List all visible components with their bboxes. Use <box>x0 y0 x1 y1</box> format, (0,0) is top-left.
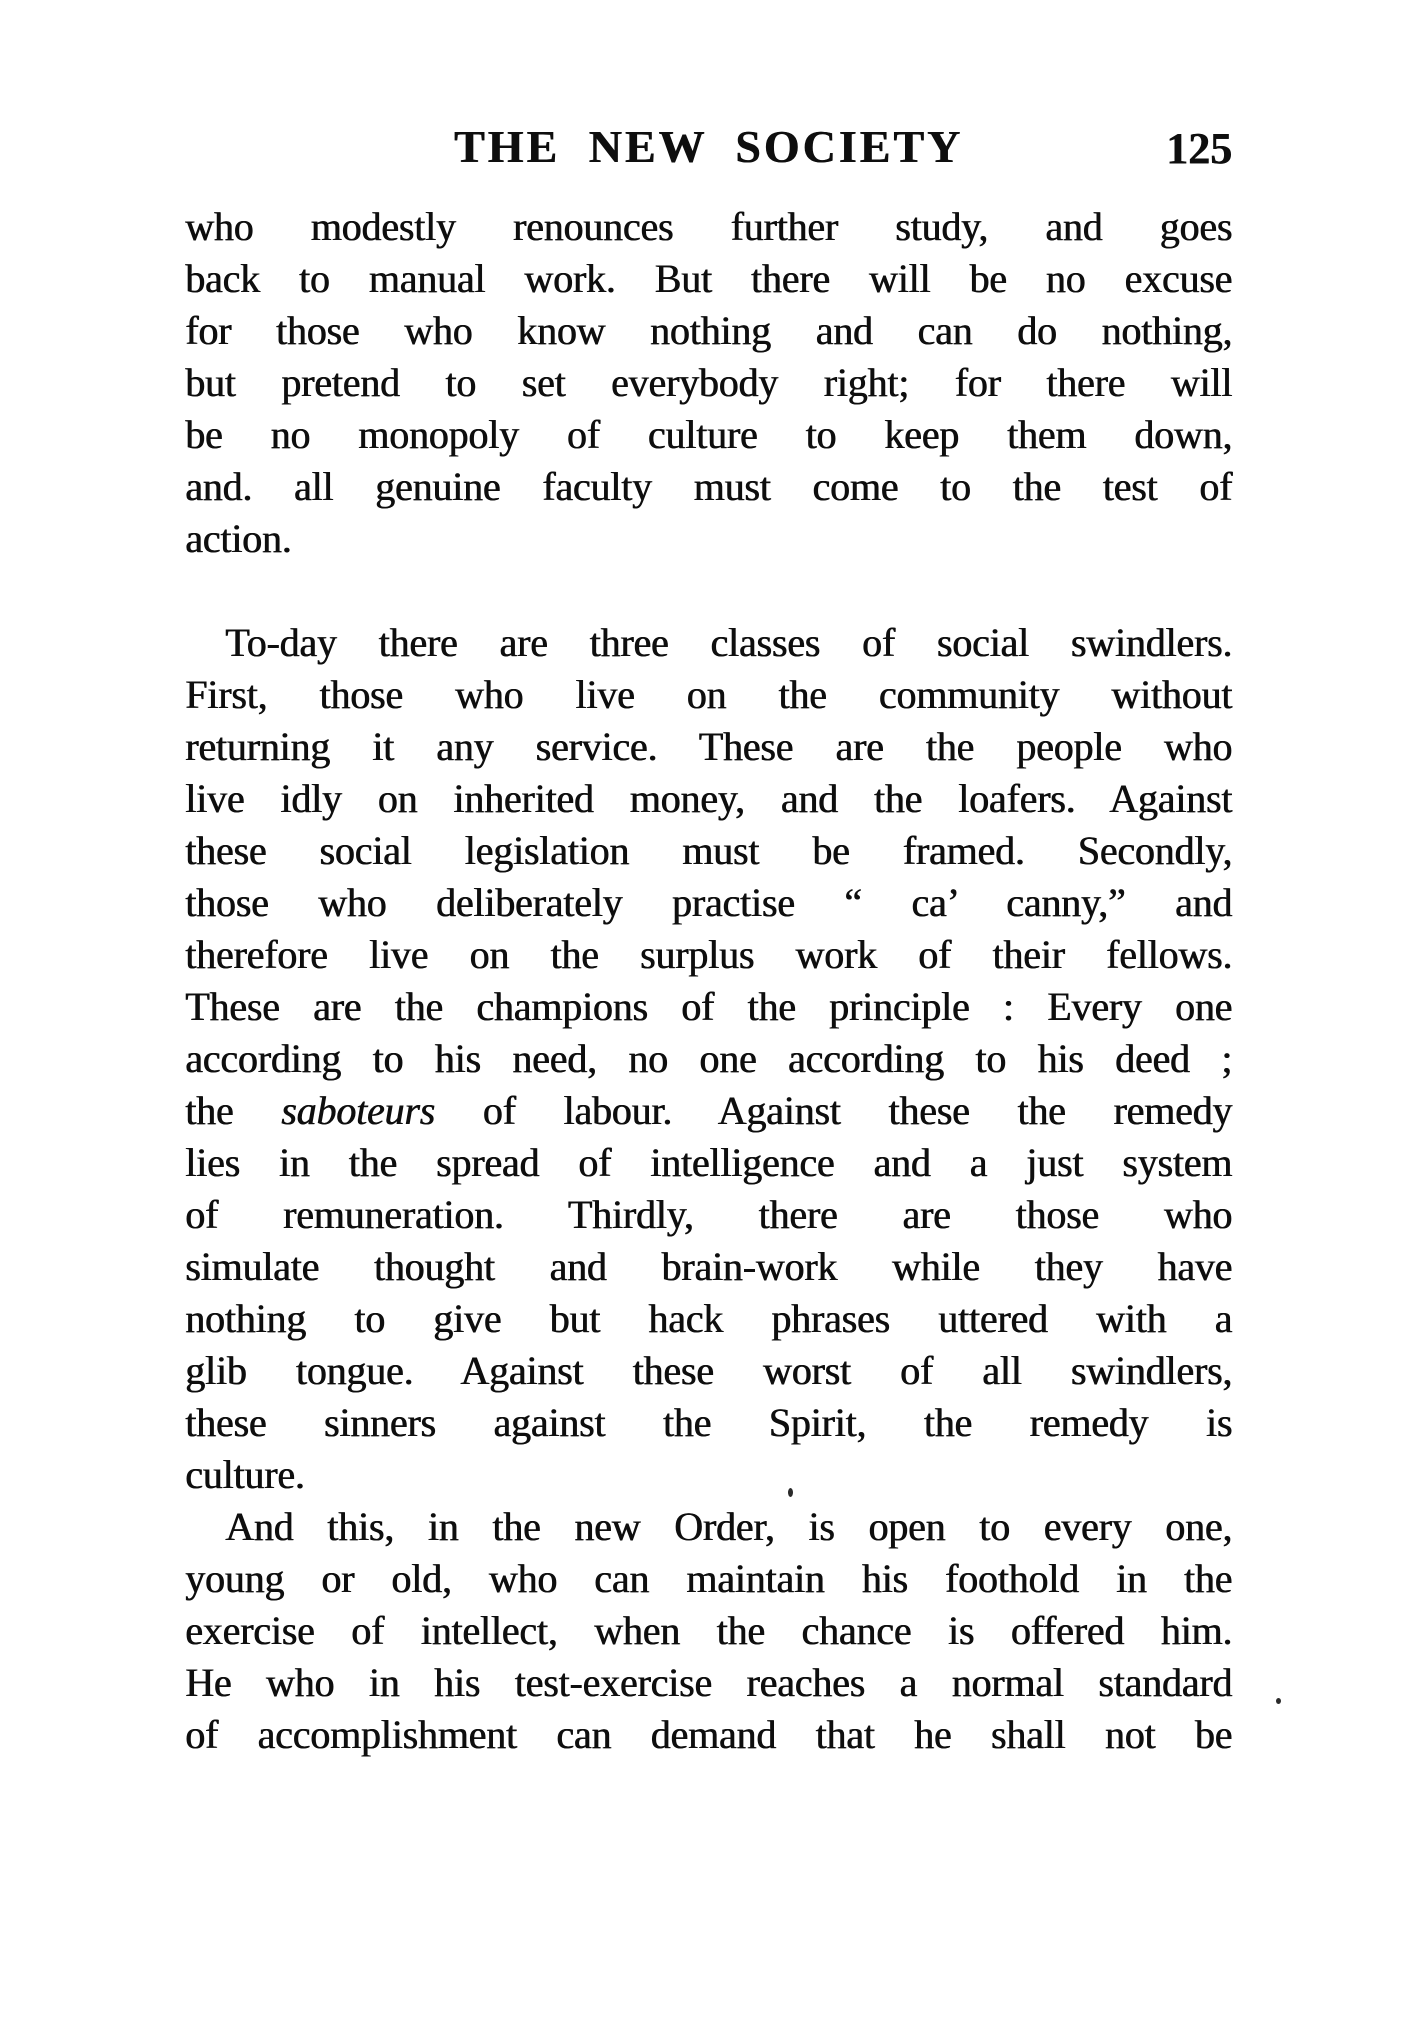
text-line: back to manual work. But there will be no excuse <box>185 256 1232 301</box>
running-header-title: THE NEW SOCIETY <box>453 121 964 172</box>
text-line: of remuneration. Thirdly, there are those who <box>185 1192 1232 1237</box>
text-line: of accomplishment can demand that he shall not be <box>185 1712 1232 1757</box>
text-line: glib tongue. Against these worst of all swindlers, <box>185 1348 1232 1393</box>
text-segment: the <box>185 1088 282 1133</box>
text-line: To-day there are three classes of social swindlers. <box>225 620 1232 665</box>
text-line: exercise of intellect, when the chance is offered him. <box>185 1608 1232 1653</box>
text-line: First, those who live on the community without <box>185 672 1232 717</box>
text-line: those who deliberately practise “ ca’ canny,” and <box>185 880 1232 925</box>
text-line: who modestly renounces further study, and goes <box>185 204 1232 249</box>
text-line: these social legislation must be framed. Secondly, <box>185 828 1232 873</box>
text-line: for those who know nothing and can do nothing, <box>185 308 1232 353</box>
ink-speck <box>1276 1698 1281 1704</box>
text-line: These are the champions of the principle : Every one <box>185 984 1232 1029</box>
text-line: simulate thought and brain-work while they have <box>185 1244 1232 1289</box>
text-line: lies in the spread of intelligence and a just system <box>185 1140 1232 1185</box>
text-line: young or old, who can maintain his foothold in the <box>185 1556 1232 1601</box>
text-line: be no monopoly of culture to keep them down, <box>185 412 1232 457</box>
text-line: and. all genuine faculty must come to the test of <box>185 464 1232 509</box>
text-line: He who in his test-exercise reaches a normal standard <box>185 1660 1232 1705</box>
ink-speck <box>788 1488 793 1497</box>
text-line <box>185 1085 1232 1137</box>
body-text <box>185 201 1232 1761</box>
running-header <box>185 120 1232 173</box>
text-line: according to his need, no one according to his deed ; <box>185 1036 1232 1081</box>
text-line: therefore live on the surplus work of their fellows. <box>185 932 1232 977</box>
text-line: these sinners against the Spirit, the remedy is <box>185 1400 1232 1445</box>
paragraph-break <box>185 565 1232 617</box>
page-number: 125 <box>1166 124 1232 173</box>
text-line: live idly on inherited money, and the loafers. Against <box>185 776 1232 821</box>
text-line: culture. <box>185 1452 305 1497</box>
text-line: action. <box>185 516 292 561</box>
text-segment: of labour. Against these the remedy <box>434 1088 1232 1133</box>
text-line: but pretend to set everybody right; for there will <box>185 360 1232 405</box>
text-line: And this, in the new Order, is open to every one, <box>225 1504 1232 1549</box>
italic-word: saboteurs <box>281 1088 435 1133</box>
text-line: returning it any service. These are the people who <box>185 724 1232 769</box>
text-line: nothing to give but hack phrases uttered with a <box>185 1296 1232 1341</box>
